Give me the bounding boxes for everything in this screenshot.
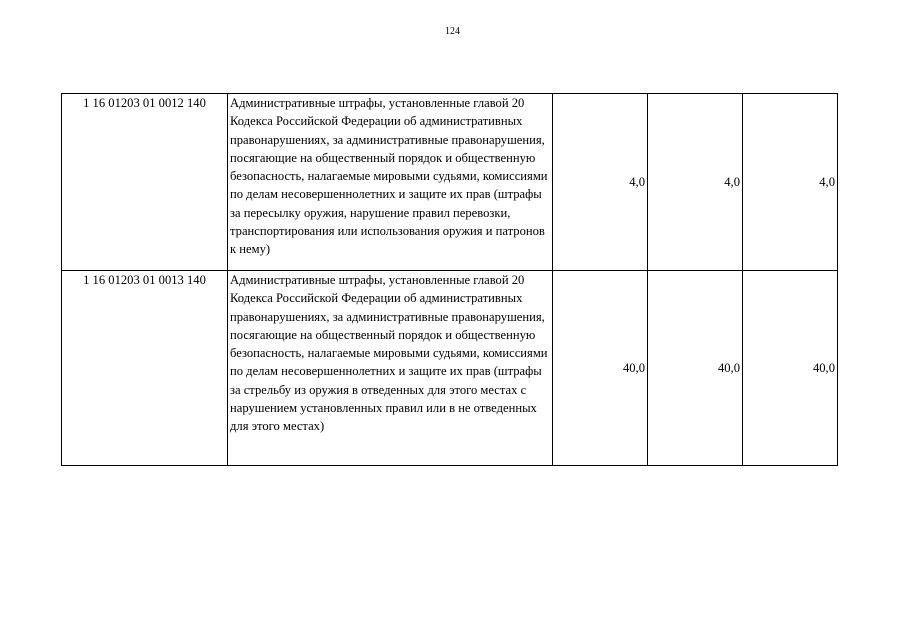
budget-table — [61, 93, 838, 466]
value-cell-1: 4,0 — [553, 94, 648, 271]
value-cell-2: 4,0 — [648, 94, 743, 271]
budget-code-cell: 1 16 01203 01 0012 140 — [62, 94, 228, 271]
budget-code-cell: 1 16 01203 01 0013 140 — [62, 271, 228, 466]
value-cell-1: 40,0 — [553, 271, 648, 466]
value-cell-3: 40,0 — [743, 271, 838, 466]
page-number: 124 — [445, 26, 460, 37]
revenue-name-cell: Административные штрафы, установленные главой 20 Кодекса Российской Федерации об административных правонарушениях, за административные правонарушения, посягающие на общественный порядок и общественную безопасность, налагаемые мировыми судьями, комиссиями по делам несовершеннолетних и защите их прав (штрафы за стрельбу из оружия в отведенных для этого местах с нарушением установленных правил или в не отведенных для этого местах) — [228, 271, 553, 466]
table-row — [62, 94, 838, 271]
value-cell-3: 4,0 — [743, 94, 838, 271]
value-cell-2: 40,0 — [648, 271, 743, 466]
table-row — [62, 271, 838, 466]
revenue-name-cell: Административные штрафы, установленные главой 20 Кодекса Российской Федерации об административных правонарушениях, за административные правонарушения, посягающие на общественный порядок и общественную безопасность, налагаемые мировыми судьями, комиссиями по делам несовершеннолетних и защите их прав (штрафы за пересылку оружия, нарушение правил перевозки, транспортирования или использования оружия и патронов к нему) — [228, 94, 553, 271]
